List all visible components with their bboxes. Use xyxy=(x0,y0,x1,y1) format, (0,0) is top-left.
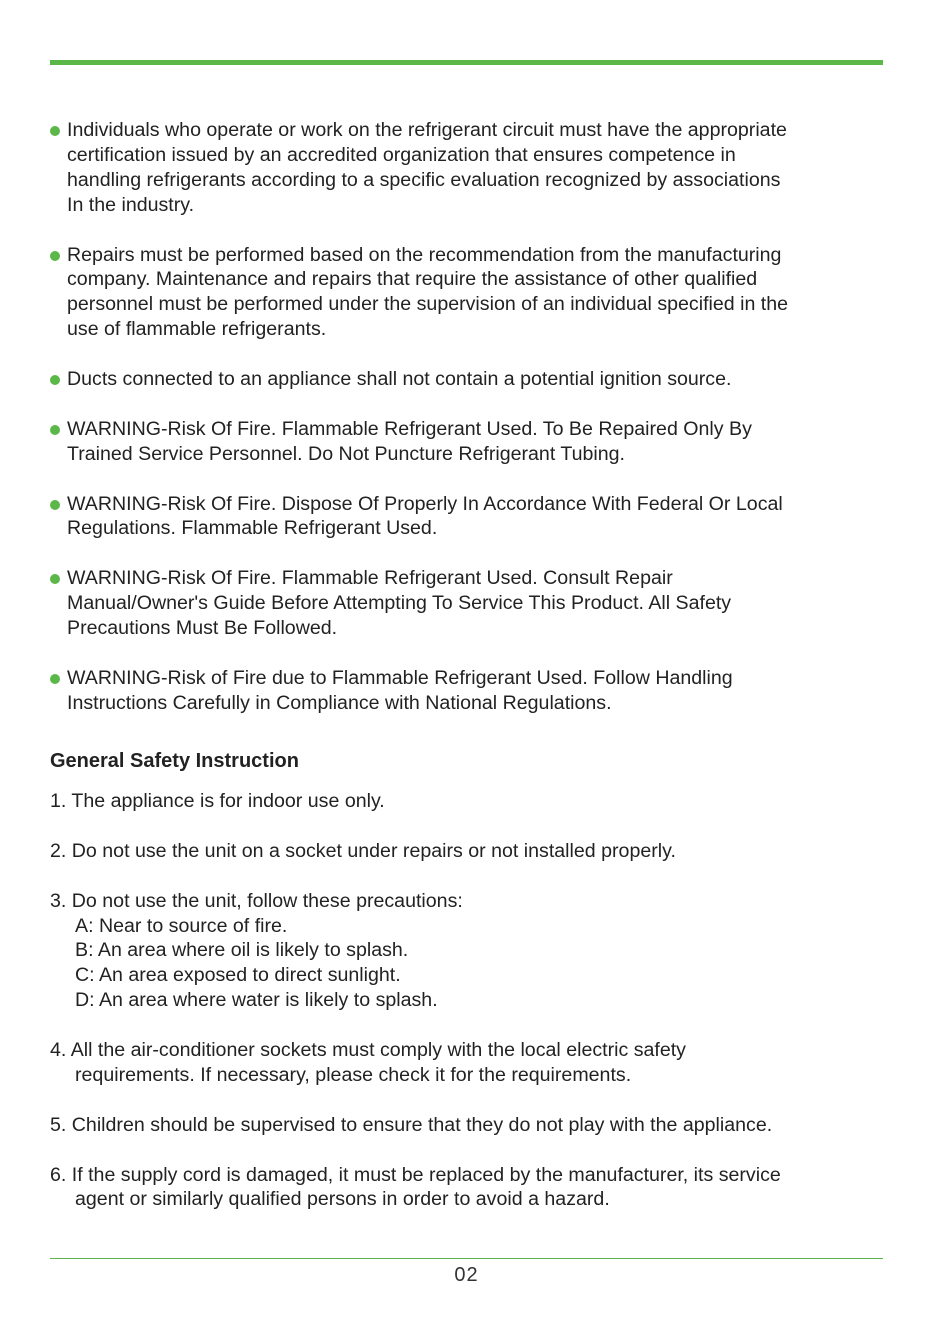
instruction-item xyxy=(50,839,900,864)
bullet-line: personnel must be performed under the supervision of an individual specified in the xyxy=(67,293,789,316)
bullet-item xyxy=(48,417,898,467)
header-divider xyxy=(50,60,883,65)
bullet-item xyxy=(48,666,898,716)
instruction-subline: D: An area where water is likely to splash. xyxy=(75,989,438,1012)
bullet-line: Manual/Owner's Guide Before Attempting To Service This Product. All Safety xyxy=(67,592,732,615)
bullet-line: handling refrigerants according to a specific evaluation recognized by associations xyxy=(67,168,781,191)
bullet-item xyxy=(48,566,898,641)
instruction-item xyxy=(50,789,900,814)
instruction-item xyxy=(50,1113,900,1138)
footer-divider xyxy=(50,1258,883,1259)
instruction-line: 2. Do not use the unit on a socket under repairs or not installed properly. xyxy=(50,839,676,862)
instruction-line: 5. Children should be supervised to ensure that they do not play with the appliance. xyxy=(50,1113,773,1136)
bullet-line: Repairs must be performed based on the recommendation from the manufacturing xyxy=(67,243,782,266)
bullet-item xyxy=(48,243,898,343)
bullet-item xyxy=(48,492,898,542)
instruction-line: 3. Do not use the unit, follow these precautions: xyxy=(50,889,463,912)
bullet-dot-icon xyxy=(50,574,60,584)
bullet-line: certification issued by an accredited organization that ensures competence in xyxy=(67,143,736,166)
bullet-line: In the industry. xyxy=(67,193,195,216)
bullet-dot-icon xyxy=(50,375,60,385)
instruction-line: 6. If the supply cord is damaged, it must be replaced by the manufacturer, its service xyxy=(50,1163,781,1186)
bullet-line: Instructions Carefully in Compliance with National Regulations. xyxy=(67,691,612,714)
instruction-item xyxy=(50,889,900,1014)
bullet-line: WARNING-Risk Of Fire. Flammable Refrigerant Used. To Be Repaired Only By xyxy=(67,417,752,440)
bullet-line: Regulations. Flammable Refrigerant Used. xyxy=(67,517,438,540)
instruction-subline: B: An area where oil is likely to splash. xyxy=(75,939,409,962)
instruction-item xyxy=(50,1163,900,1213)
bullet-line: WARNING-Risk of Fire due to Flammable Refrigerant Used. Follow Handling xyxy=(67,666,733,689)
bullet-line: Ducts connected to an appliance shall not contain a potential ignition source. xyxy=(67,368,732,391)
bullet-line: Precautions Must Be Followed. xyxy=(67,617,338,640)
instruction-line: 4. All the air-conditioner sockets must comply with the local electric safety xyxy=(50,1039,686,1062)
bullet-line: WARNING-Risk Of Fire. Flammable Refrigerant Used. Consult Repair xyxy=(67,567,673,590)
section-heading: General Safety Instruction xyxy=(50,750,299,772)
bullet-line: WARNING-Risk Of Fire. Dispose Of Properly In Accordance With Federal Or Local xyxy=(67,492,783,515)
bullet-line: company. Maintenance and repairs that require the assistance of other qualified xyxy=(67,268,758,291)
instruction-subline: C: An area exposed to direct sunlight. xyxy=(75,964,401,987)
bullet-dot-icon xyxy=(50,251,60,261)
bullet-item xyxy=(48,118,898,218)
bullet-dot-icon xyxy=(50,674,60,684)
bullet-dot-icon xyxy=(50,425,60,435)
page-number: 02 xyxy=(454,1264,479,1286)
bullet-line: Individuals who operate or work on the refrigerant circuit must have the appropriate xyxy=(67,119,787,141)
instruction-subline: agent or similarly qualified persons in order to avoid a hazard. xyxy=(75,1188,610,1211)
bullet-dot-icon xyxy=(50,500,60,510)
bullet-line: Trained Service Personnel. Do Not Puncture Refrigerant Tubing. xyxy=(67,442,625,465)
instruction-line: 1. The appliance is for indoor use only. xyxy=(50,790,385,812)
instruction-subline: requirements. If necessary, please check it for the requirements. xyxy=(75,1063,632,1086)
instruction-subline: A: Near to source of fire. xyxy=(75,914,288,937)
safety-instructions-list xyxy=(50,789,900,1237)
instruction-item xyxy=(50,1038,900,1088)
bullet-item xyxy=(48,367,898,392)
refrigerant-warnings-list xyxy=(48,118,898,741)
bullet-dot-icon xyxy=(50,126,60,136)
bullet-line: use of flammable refrigerants. xyxy=(67,318,327,341)
